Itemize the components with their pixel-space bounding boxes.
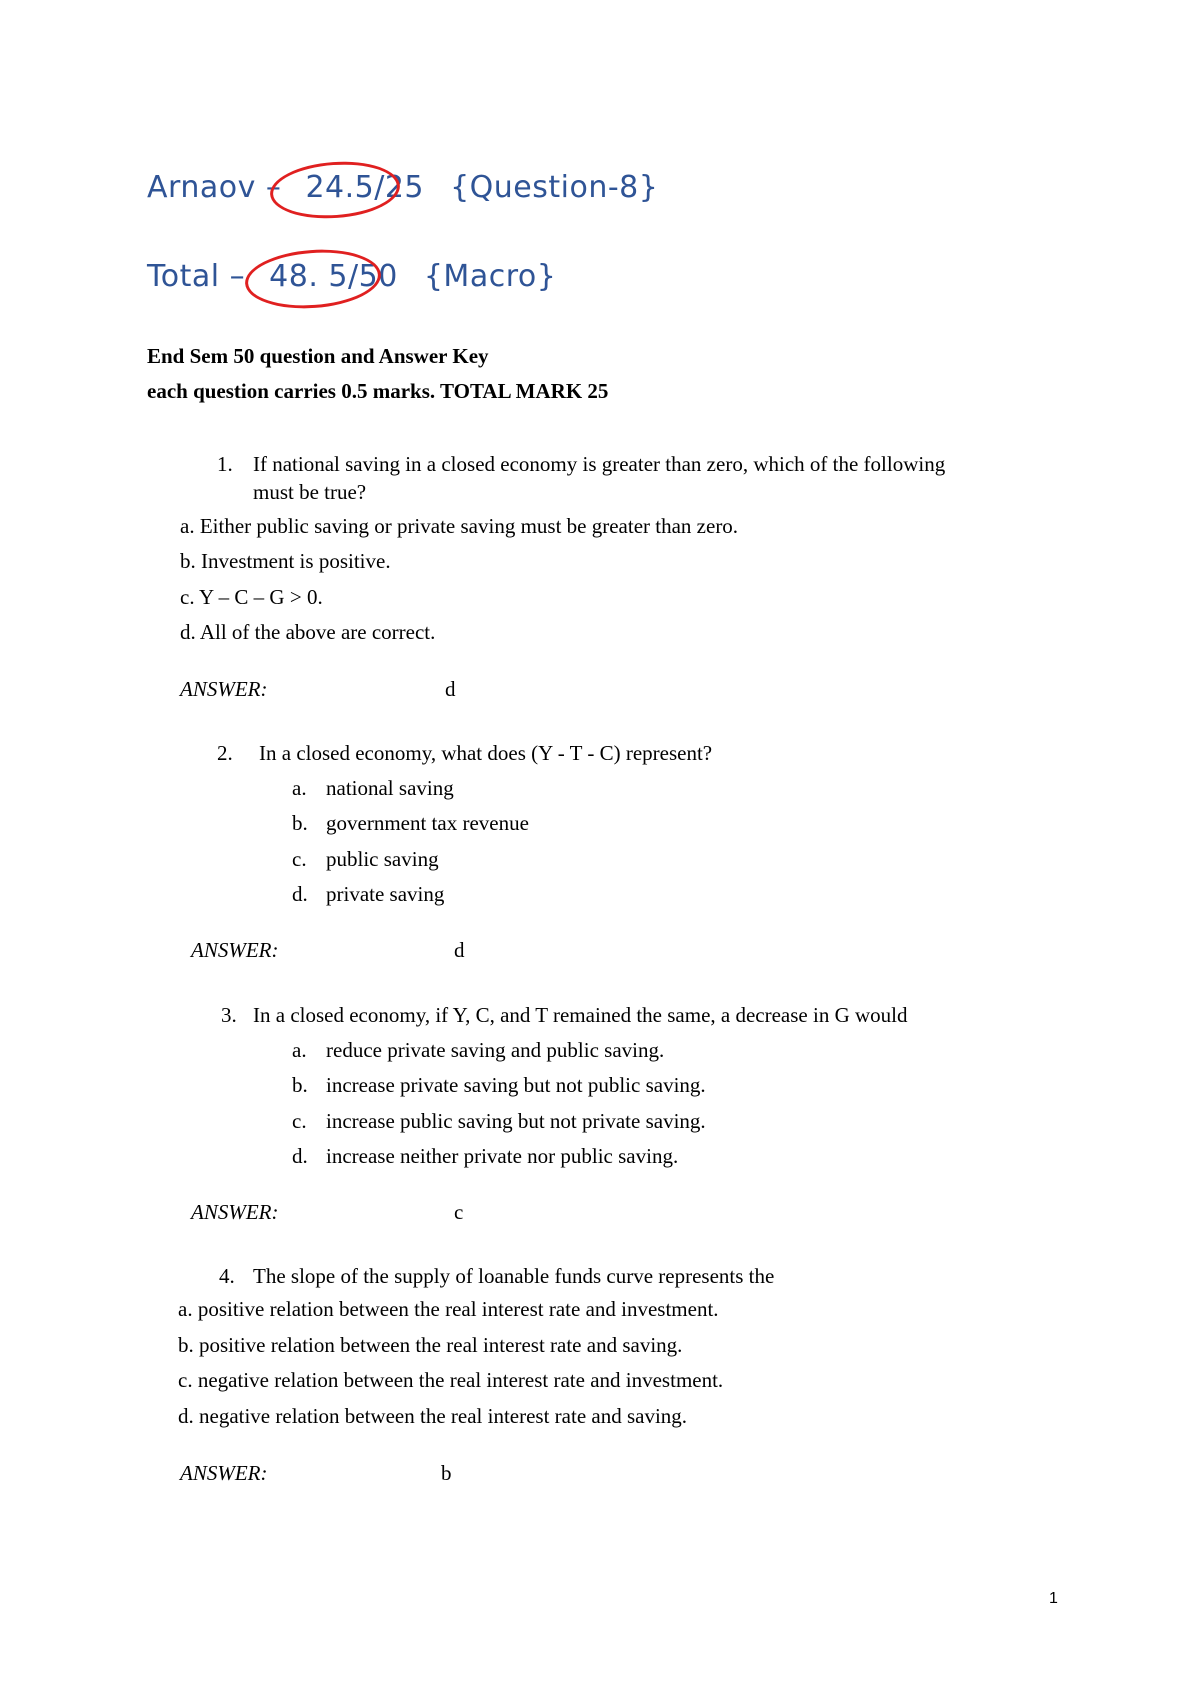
question-3-answer: c xyxy=(454,1200,464,1224)
question-3-number: 3. xyxy=(221,1003,237,1027)
total-score-total: /50 xyxy=(348,259,398,294)
question-3-option-a: reduce private saving and public saving. xyxy=(326,1038,665,1062)
question-1-text-line1: If national saving in a closed economy is greater than zero, which of the following xyxy=(253,452,946,476)
total-score-value: 48. 5 xyxy=(269,259,349,294)
answer-label: ANSWER: xyxy=(180,1461,268,1485)
red-circle-annotation-total xyxy=(243,245,383,312)
score-line-arnaov xyxy=(147,170,658,205)
question-4-option-c: c. negative relation between the real interest rate and investment. xyxy=(178,1368,724,1392)
answer-label: ANSWER: xyxy=(191,1200,279,1224)
question-4-text: The slope of the supply of loanable funds curve represents the xyxy=(253,1264,775,1288)
question-3-option-d-letter: d. xyxy=(292,1144,308,1168)
question-1-option-d: d. All of the above are correct. xyxy=(180,620,436,644)
answer-label: ANSWER: xyxy=(180,677,268,701)
page-number: 1 xyxy=(1049,1590,1058,1607)
question-2-option-c-letter: c. xyxy=(292,847,307,871)
question-tag: {Question-8} xyxy=(450,170,659,205)
question-2-option-b-letter: b. xyxy=(292,811,308,835)
red-circle-annotation-score xyxy=(265,158,402,223)
question-4-answer: b xyxy=(441,1461,452,1485)
question-2-option-a-letter: a. xyxy=(292,776,307,800)
score-total: /25 xyxy=(374,170,425,205)
dash: – xyxy=(229,259,246,294)
question-3-option-d: increase neither private nor public saving. xyxy=(326,1144,679,1168)
question-2-answer: d xyxy=(454,938,465,962)
question-2-number: 2. xyxy=(217,741,233,765)
question-2-text: In a closed economy, what does (Y - T - C) represent? xyxy=(259,741,713,765)
question-3-option-b: increase private saving but not public saving. xyxy=(326,1073,706,1097)
question-4-option-a: a. positive relation between the real interest rate and investment. xyxy=(178,1297,719,1321)
question-4-option-d: d. negative relation between the real interest rate and saving. xyxy=(178,1404,688,1428)
question-3-text: In a closed economy, if Y, C, and T remained the same, a decrease in G would xyxy=(253,1003,908,1027)
question-3-option-a-letter: a. xyxy=(292,1038,307,1062)
question-3-option-b-letter: b. xyxy=(292,1073,308,1097)
student-name: Arnaov xyxy=(147,170,256,205)
question-1-text-line2: must be true? xyxy=(253,480,367,504)
question-1-option-c: c. Y – C – G > 0. xyxy=(180,585,323,609)
question-4-number: 4. xyxy=(219,1264,235,1288)
question-3-option-c-letter: c. xyxy=(292,1109,307,1133)
document-title: End Sem 50 question and Answer Key xyxy=(147,344,489,368)
dash: – xyxy=(265,170,282,205)
question-2-option-c: public saving xyxy=(326,847,439,871)
subject-tag: {Macro} xyxy=(423,259,557,294)
question-4-option-b: b. positive relation between the real interest rate and saving. xyxy=(178,1333,683,1357)
question-1-number: 1. xyxy=(217,452,233,476)
question-3-option-c: increase public saving but not private saving. xyxy=(326,1109,706,1133)
answer-label: ANSWER: xyxy=(191,938,279,962)
document-subtitle: each question carries 0.5 marks. TOTAL MARK 25 xyxy=(147,379,609,403)
question-1-answer: d xyxy=(445,677,456,701)
question-2-option-b: government tax revenue xyxy=(326,811,529,835)
question-1-option-a: a. Either public saving or private saving must be greater than zero. xyxy=(180,514,739,538)
score-value: 24.5 xyxy=(305,170,375,205)
total-label: Total xyxy=(147,259,220,294)
question-1-option-b: b. Investment is positive. xyxy=(180,549,391,573)
question-2-option-a: national saving xyxy=(326,776,454,800)
question-2-option-d-letter: d. xyxy=(292,882,308,906)
question-2-option-d: private saving xyxy=(326,882,445,906)
